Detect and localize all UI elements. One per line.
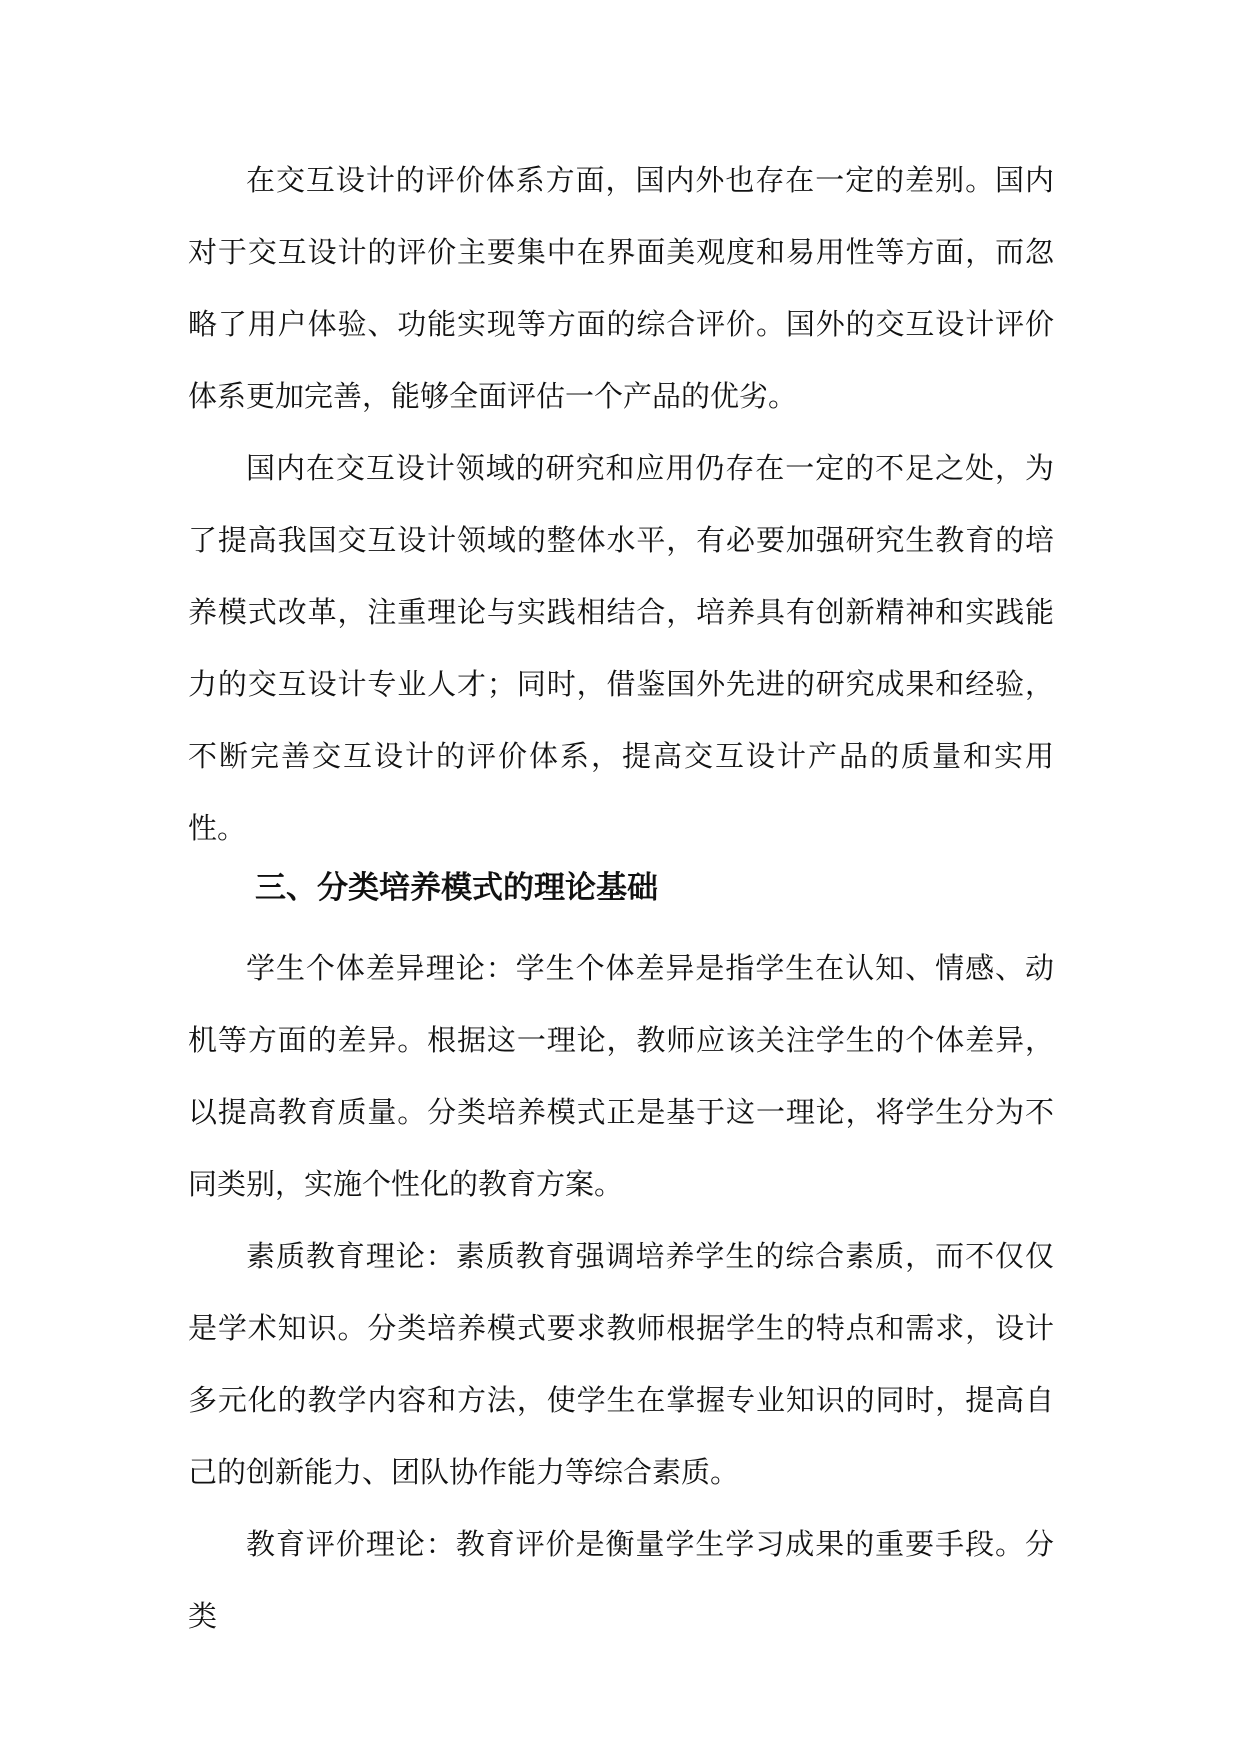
paragraph-text: 教育评价理论：教育评价是衡量学生学习成果的重要手段。分类 — [188, 1527, 1054, 1633]
paragraph-domestic-shortcomings — [188, 432, 1054, 864]
paragraph-text: 国内在交互设计领域的研究和应用仍存在一定的不足之处，为了提高我国交互设计领域的整体水平，有必要加强研究生教育的培养模式改革，注重理论与实践相结合，培养具有创新精神和实践能力的交互设计专业人才；同时，借鉴国外先进的研究成果和经验，不断完善交互设计的评价体系，提高交互设计产品的质量和实用性。 — [188, 451, 1054, 845]
paragraph-text: 在交互设计的评价体系方面，国内外也存在一定的差别。国内对于交互设计的评价主要集中在界面美观度和易用性等方面，而忽略了用户体验、功能实现等方面的综合评价。国外的交互设计评价体系更加完善，能够全面评估一个产品的优劣。 — [188, 163, 1054, 413]
paragraph-individual-difference-theory — [188, 932, 1054, 1220]
paragraph-quality-education-theory — [188, 1220, 1054, 1508]
section-heading: 三、分类培养模式的理论基础 — [255, 870, 658, 906]
paragraph-text: 学生个体差异理论：学生个体差异是指学生在认知、情感、动机等方面的差异。根据这一理论，教师应该关注学生的个体差异，以提高教育质量。分类培养模式正是基于这一理论，将学生分为不同类别，实施个性化的教育方案。 — [188, 951, 1054, 1201]
paragraph-text: 素质教育理论：素质教育强调培养学生的综合素质，而不仅仅是学术知识。分类培养模式要求教师根据学生的特点和需求，设计多元化的教学内容和方法，使学生在掌握专业知识的同时，提高自己的创新能力、团队协作能力等综合素质。 — [188, 1239, 1054, 1489]
paragraph-evaluation-system — [188, 144, 1054, 432]
paragraph-education-evaluation-theory — [188, 1508, 1054, 1652]
